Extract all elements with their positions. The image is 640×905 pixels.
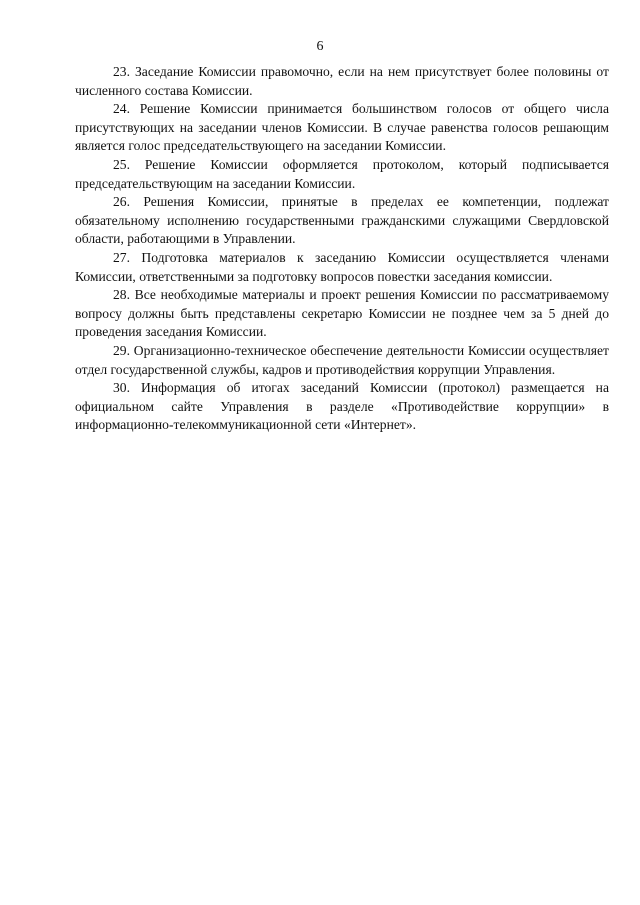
paragraph-27: 27. Подготовка материалов к заседанию Комиссии осуществляется членами Комиссии, ответственными за подготовку вопросов повестки заседания комиссии. <box>75 249 609 284</box>
document-body <box>75 63 609 435</box>
paragraph-23: 23. Заседание Комиссии правомочно, если на нем присутствует более половины от численного состава Комиссии. <box>75 64 609 98</box>
paragraph-25: 25. Решение Комиссии оформляется протоколом, который подписывается председательствующим на заседании Комиссии. <box>75 156 609 191</box>
paragraph-30: 30. Информация об итогах заседаний Комиссии (протокол) размещается на официальном сайте Управления в разделе «Противодействие коррупции» в информационно-телекоммуникационной сети «Интернет». <box>75 380 609 433</box>
paragraph-26: 26. Решения Комиссии, принятые в пределах ее компетенции, подлежат обязательному исполнению государственными гражданскими служащими Свердловской области, работающими в Управлении. <box>75 194 609 247</box>
paragraph-29: 29. Организационно-техническое обеспечение деятельности Комиссии осуществляет отдел государственной службы, кадров и противодействия коррупции Управления. <box>75 342 609 377</box>
paragraph-24: 24. Решение Комиссии принимается большинством голосов от общего числа присутствующих на заседании членов Комиссии. В случае равенства голосов решающим является голос председательствующего на заседании Комиссии. <box>75 101 609 154</box>
page-number: 6 <box>316 39 324 54</box>
paragraph-28: 28. Все необходимые материалы и проект решения Комиссии по рассматриваемому вопросу должны быть представлены секретарю Комиссии не позднее чем за 5 дней до проведения заседания Комиссии. <box>75 287 609 340</box>
